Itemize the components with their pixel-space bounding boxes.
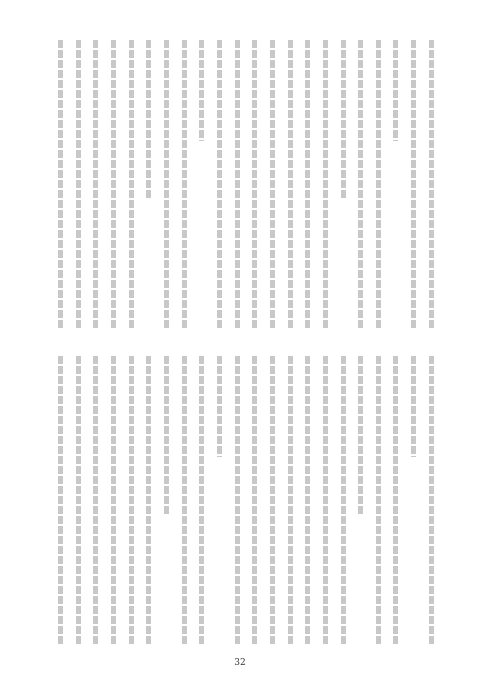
text-column-placeholder: [303, 40, 312, 328]
text-column-placeholder: [215, 356, 224, 644]
text-column-placeholder: [233, 356, 242, 644]
text-column-placeholder: [391, 40, 400, 328]
text-column-placeholder: [56, 356, 65, 644]
text-column-placeholder: [321, 356, 330, 644]
text-column-placeholder: [356, 356, 365, 644]
text-column-placeholder: [356, 40, 365, 328]
text-tier-bottom: [56, 356, 436, 644]
text-column-placeholder: [268, 40, 277, 328]
text-column-placeholder: [409, 40, 418, 328]
text-column-placeholder: [268, 356, 277, 644]
text-column-placeholder: [339, 40, 348, 328]
text-column-placeholder: [74, 356, 83, 644]
text-column-placeholder: [197, 40, 206, 328]
text-column-placeholder: [409, 356, 418, 644]
text-column-placeholder: [233, 40, 242, 328]
text-column-placeholder: [144, 356, 153, 644]
text-column-placeholder: [286, 356, 295, 644]
text-column-placeholder: [374, 356, 383, 644]
text-column-placeholder: [286, 40, 295, 328]
text-column-placeholder: [250, 40, 259, 328]
text-column-placeholder: [91, 356, 100, 644]
text-column-placeholder: [109, 356, 118, 644]
text-column-placeholder: [91, 40, 100, 328]
text-column-placeholder: [427, 40, 436, 328]
text-tier-top: [56, 40, 436, 328]
text-column-placeholder: [391, 356, 400, 644]
text-column-placeholder: [339, 356, 348, 644]
text-column-placeholder: [109, 40, 118, 328]
text-column-placeholder: [180, 356, 189, 644]
text-column-placeholder: [162, 356, 171, 644]
text-column-placeholder: [374, 40, 383, 328]
text-column-placeholder: [74, 40, 83, 328]
page-number: 32: [234, 658, 246, 668]
text-column-placeholder: [197, 356, 206, 644]
text-column-placeholder: [250, 356, 259, 644]
text-column-placeholder: [215, 40, 224, 328]
text-column-placeholder: [303, 356, 312, 644]
text-column-placeholder: [127, 40, 136, 328]
text-column-placeholder: [56, 40, 65, 328]
text-column-placeholder: [144, 40, 153, 328]
text-column-placeholder: [321, 40, 330, 328]
text-column-placeholder: [427, 356, 436, 644]
text-column-placeholder: [162, 40, 171, 328]
text-column-placeholder: [127, 356, 136, 644]
text-column-placeholder: [180, 40, 189, 328]
